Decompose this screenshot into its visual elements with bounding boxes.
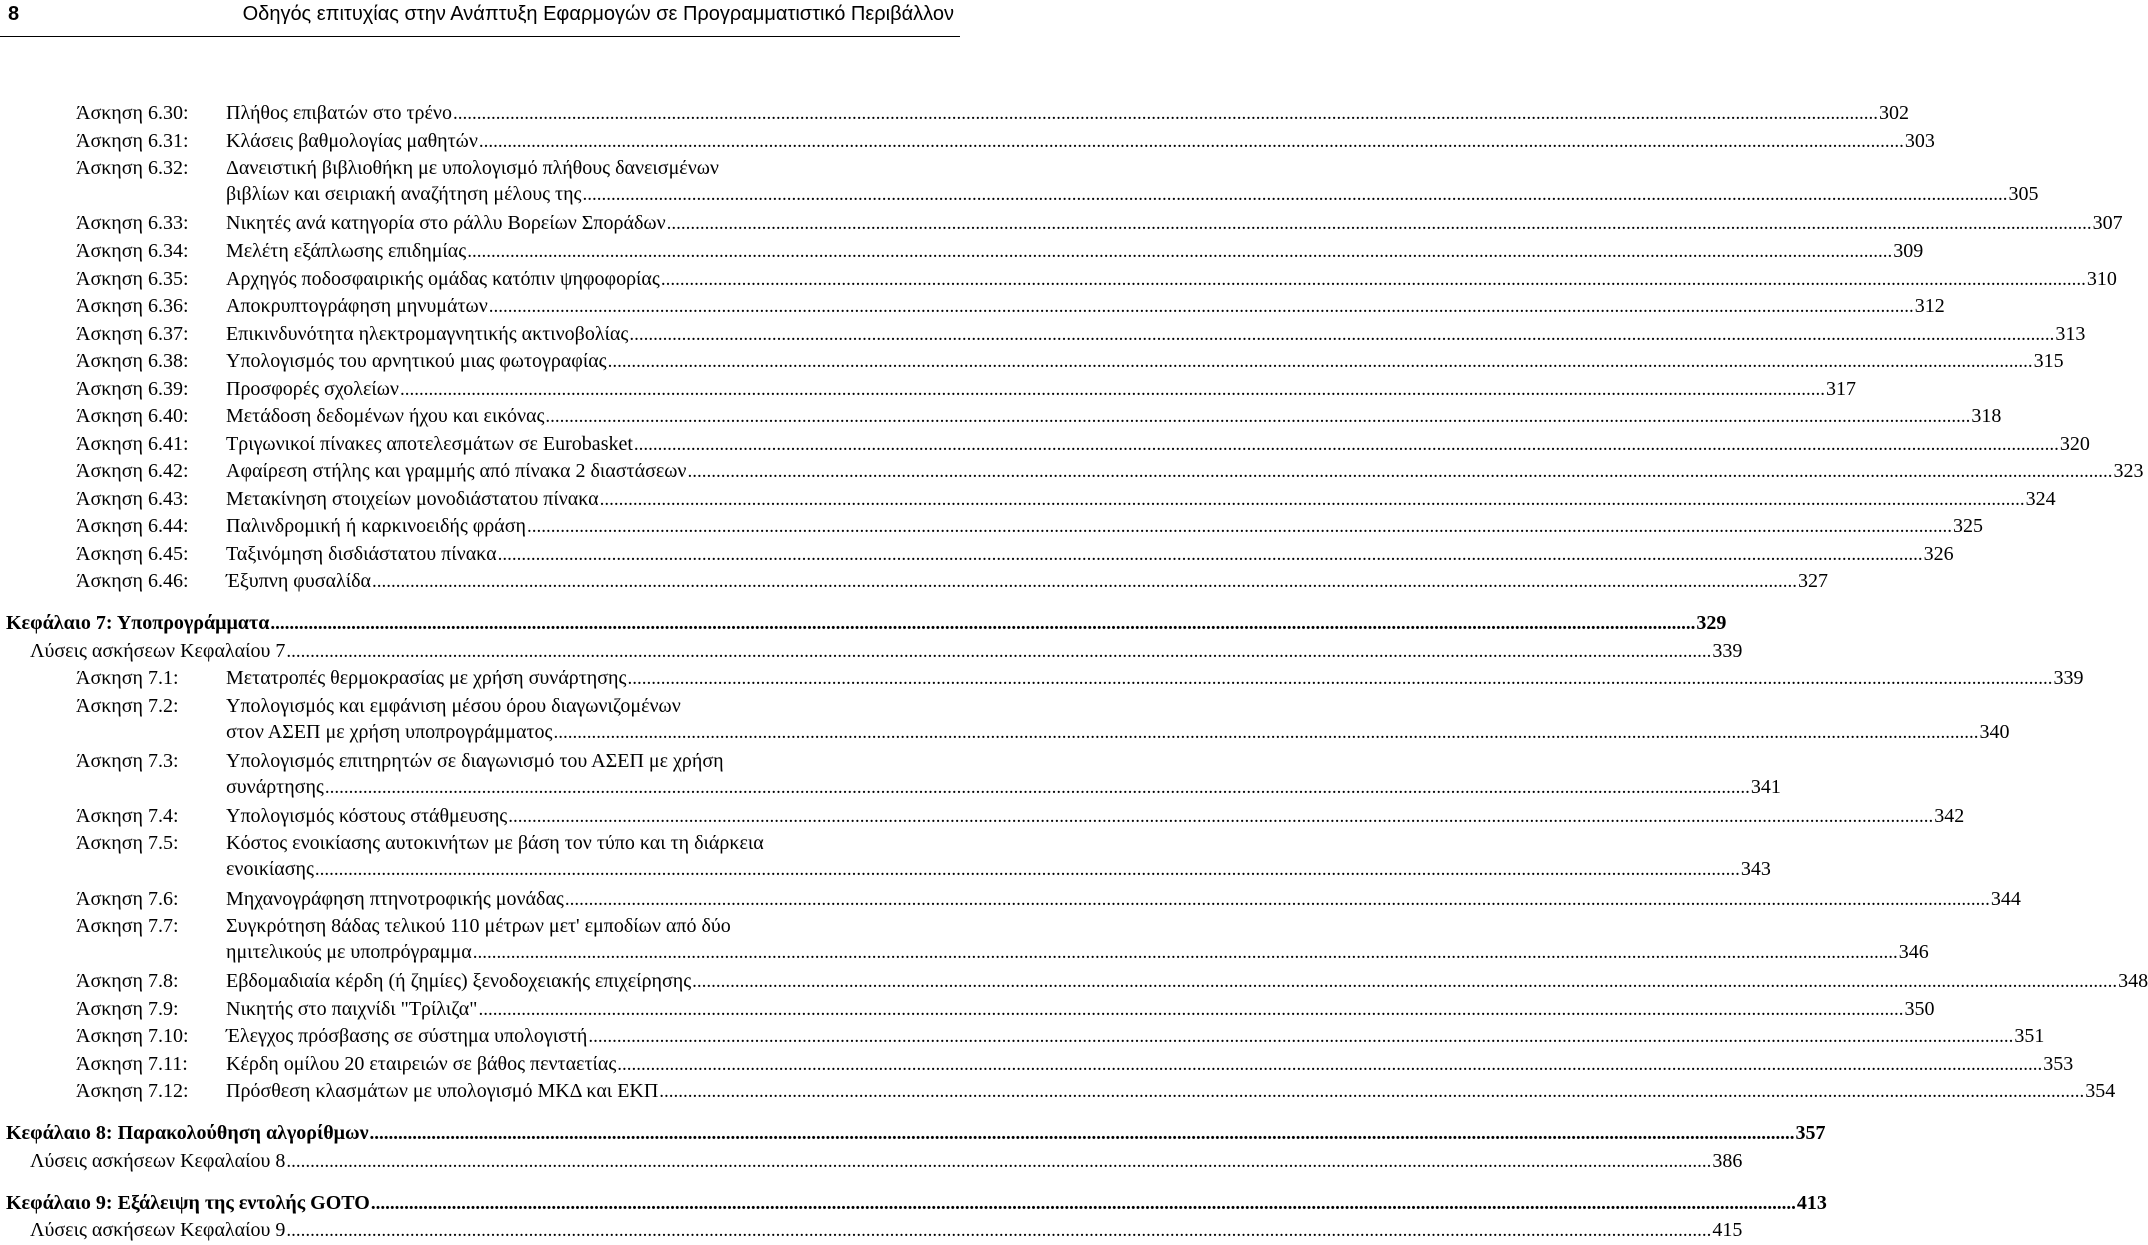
exercise-title-block — [226, 693, 2010, 745]
toc-line — [226, 1078, 2116, 1104]
toc-line — [226, 100, 1909, 126]
page-number-ref: 315 — [2033, 350, 2064, 372]
toc-exercise-entry — [0, 128, 1935, 154]
toc-exercise-entry — [0, 513, 1983, 539]
entry-title: Παλινδρομική ή καρκινοειδής φράση — [226, 515, 526, 537]
page-number-ref: 357 — [1795, 1122, 1826, 1144]
toc-line — [226, 830, 952, 856]
toc-line — [6, 1120, 1826, 1146]
toc-line — [6, 610, 1727, 636]
dot-leader: ............................................................................................................................................................................................................................................................................................................ — [629, 324, 2055, 345]
page-number-ref: 342 — [1934, 805, 1965, 827]
dot-leader: ............................................................................................................................................................................................................................................................................................................ — [687, 461, 2113, 482]
exercise-title-block — [226, 348, 2064, 374]
entry-title: Κόστος ενοικίασης αυτοκινήτων με βάση τον τύπο και τη διάρκεια — [226, 832, 764, 854]
entry-title: Έλεγχος πρόσβασης σε σύστημα υπολογιστή — [226, 1025, 588, 1047]
dot-leader: ............................................................................................................................................................................................................................................................................................................ — [497, 544, 1923, 565]
entry-title: Μετάδοση δεδομένων ήχου και εικόνας — [226, 405, 545, 427]
entry-title: Υπολογισμός και εμφάνιση μέσου όρου διαγωνιζομένων — [226, 695, 681, 717]
exercise-title-block — [226, 1023, 2045, 1049]
toc-exercise-entry — [0, 376, 1856, 402]
dot-leader: ............................................................................................................................................................................................................................................................................................................ — [588, 1026, 2014, 1047]
exercise-title-block — [226, 803, 1965, 829]
entry-title: Εβδομαδιαία κέρδη (ή ζημίες) ξενοδοχειακής επιχείρησης — [226, 970, 692, 992]
exercise-title-block — [226, 513, 1983, 539]
toc-exercise-entry — [0, 266, 2117, 292]
toc-line — [226, 996, 1935, 1022]
entry-title: Λύσεις ασκήσεων Κεφαλαίου 8 — [30, 1150, 286, 1172]
exercise-label: Άσκηση 6.34: — [76, 240, 189, 262]
toc-exercise-entry — [0, 431, 2090, 457]
entry-title: Υπολογισμός κόστους στάθμευσης — [226, 805, 508, 827]
page-number-ref: 303 — [1904, 130, 1935, 152]
toc-line — [226, 719, 2010, 745]
page-number-ref: 323 — [2113, 460, 2144, 482]
entry-title: Δανειστική βιβλιοθήκη με υπολογισμό πλήθους δανεισμένων — [226, 157, 719, 179]
toc-line — [226, 458, 2144, 484]
toc-line — [226, 1051, 2074, 1077]
toc-exercise-entry — [0, 830, 1771, 880]
exercise-title-block — [226, 665, 2084, 691]
page-number-ref: 320 — [2059, 433, 2090, 455]
exercise-label: Άσκηση 6.39: — [76, 378, 189, 400]
toc-exercise-entry — [0, 541, 1954, 567]
toc-line — [226, 665, 2084, 691]
toc-exercise-entry — [0, 458, 2144, 484]
toc-solutions-entry — [30, 1148, 1743, 1174]
exercise-label: Άσκηση 6.46: — [76, 570, 189, 592]
exercise-label: Άσκηση 7.3: — [76, 750, 179, 772]
toc-line — [226, 913, 952, 939]
toc-exercise-entry — [0, 996, 1935, 1022]
dot-leader: ............................................................................................................................................................................................................................................................................................................ — [324, 777, 1750, 798]
dot-leader: ............................................................................................................................................................................................................................................................................................................ — [617, 1054, 2043, 1075]
page-number-ref: 317 — [1825, 378, 1856, 400]
toc-line — [226, 1023, 2045, 1049]
exercise-label: Άσκηση 6.44: — [76, 515, 189, 537]
exercise-title-block — [226, 128, 1935, 154]
toc-solutions-entry — [30, 1217, 1743, 1243]
dot-leader: ............................................................................................................................................................................................................................................................................................................ — [582, 184, 2008, 205]
toc-exercise-entry — [0, 568, 1828, 594]
toc-exercise-entry — [0, 748, 1781, 798]
toc-line — [226, 266, 2117, 292]
exercise-label: Άσκηση 6.40: — [76, 405, 189, 427]
entry-title: βιβλίων και σειριακή αναζήτηση μέλους της — [226, 183, 582, 205]
entry-title: Πλήθος επιβατών στο τρένο — [226, 102, 452, 124]
exercise-label: Άσκηση 6.35: — [76, 268, 189, 290]
entry-title: ημιτελικούς με υποπρόγραμμα — [226, 941, 472, 963]
exercise-label: Άσκηση 7.10: — [76, 1025, 189, 1047]
toc-exercise-entry — [0, 293, 1945, 319]
page-number-ref: 324 — [2025, 488, 2056, 510]
toc-line — [226, 181, 2039, 207]
exercise-title-block — [226, 266, 2117, 292]
toc-chapter-entry — [6, 1120, 1826, 1146]
entry-title: Μετατροπές θερμοκρασίας με χρήση συνάρτησης — [226, 667, 627, 689]
running-title: Οδηγός επιτυχίας στην Ανάπτυξη Εφαρμογών σε Προγραμματιστικό Περιβάλλον — [242, 3, 954, 25]
dot-leader: ............................................................................................................................................................................................................................................................................................................ — [488, 296, 1914, 317]
dot-leader: ............................................................................................................................................................................................................................................................................................................ — [369, 1123, 1795, 1144]
dot-leader: ............................................................................................................................................................................................................................................................................................................ — [371, 571, 1797, 592]
exercise-label: Άσκηση 6.32: — [76, 157, 189, 179]
page-number-ref: 339 — [1712, 640, 1743, 662]
page-number-ref: 327 — [1797, 570, 1828, 592]
entry-title: Κεφάλαιο 9: Εξάλειψη της εντολής GOTO — [6, 1192, 370, 1214]
entry-title: Συγκρότηση 8άδας τελικού 110 μέτρων μετ' εμποδίων από δύο — [226, 915, 731, 937]
exercise-label: Άσκηση 6.36: — [76, 295, 189, 317]
toc-line — [226, 748, 952, 774]
dot-leader: ............................................................................................................................................................................................................................................................................................................ — [692, 971, 2118, 992]
page-header — [0, 0, 960, 37]
page-number-ref: 413 — [1796, 1192, 1827, 1214]
exercise-title-block — [226, 458, 2144, 484]
dot-leader: ............................................................................................................................................................................................................................................................................................................ — [478, 999, 1904, 1020]
exercise-label: Άσκηση 7.8: — [76, 970, 179, 992]
exercise-title-block — [226, 238, 1924, 264]
dot-leader: ............................................................................................................................................................................................................................................................................................................ — [627, 668, 2053, 689]
toc-exercise-entry — [0, 403, 2002, 429]
exercise-title-block — [226, 830, 1771, 882]
toc-line — [226, 210, 2123, 236]
exercise-title-block — [226, 541, 1954, 567]
exercise-label: Άσκηση 7.11: — [76, 1053, 188, 1075]
dot-leader: ............................................................................................................................................................................................................................................................................................................ — [286, 641, 1712, 662]
page-number-ref: 343 — [1740, 858, 1771, 880]
toc-line — [6, 1190, 1827, 1216]
toc-line — [226, 348, 2064, 374]
toc-line — [226, 693, 952, 719]
toc-line — [226, 541, 1954, 567]
toc-exercise-entry — [0, 803, 1965, 829]
entry-title: Τριγωνικοί πίνακες αποτελεσμάτων σε Eurobasket — [226, 433, 633, 455]
page-number-ref: 307 — [2092, 212, 2123, 234]
page-number-ref: 312 — [1914, 295, 1945, 317]
dot-leader: ............................................................................................................................................................................................................................................................................................................ — [660, 269, 2086, 290]
dot-leader: ............................................................................................................................................................................................................................................................................................................ — [314, 859, 1740, 880]
exercise-label: Άσκηση 6.45: — [76, 543, 189, 565]
exercise-label: Άσκηση 7.7: — [76, 915, 179, 937]
dot-leader: ............................................................................................................................................................................................................................................................................................................ — [666, 213, 2092, 234]
entry-title: Έξυπνη φυσαλίδα — [226, 570, 371, 592]
entry-title: Νικητές ανά κατηγορία στο ράλλυ Βορείων Σποράδων — [226, 212, 666, 234]
toc-line — [30, 638, 1743, 664]
toc-line — [30, 1148, 1743, 1174]
toc-exercise-entry — [0, 968, 2148, 994]
dot-leader: ............................................................................................................................................................................................................................................................................................................ — [599, 489, 2025, 510]
exercise-title-block — [226, 321, 2086, 347]
toc-chapter-entry — [6, 1190, 1827, 1216]
dot-leader: ............................................................................................................................................................................................................................................................................................................ — [286, 1151, 1712, 1172]
entry-title: Κλάσεις βαθμολογίας μαθητών — [226, 130, 478, 152]
dot-leader: ............................................................................................................................................................................................................................................................................................................ — [472, 942, 1898, 963]
exercise-title-block — [226, 996, 1935, 1022]
toc-line — [226, 803, 1965, 829]
toc-line — [30, 1217, 1743, 1243]
dot-leader: ............................................................................................................................................................................................................................................................................................................ — [527, 516, 1952, 537]
exercise-title-block — [226, 913, 1929, 965]
page-number-ref: 326 — [1923, 543, 1954, 565]
entry-title: Κέρδη ομίλου 20 εταιρειών σε βάθος πενταετίας — [226, 1053, 617, 1075]
exercise-label: Άσκηση 6.43: — [76, 488, 189, 510]
toc-line — [226, 403, 2002, 429]
dot-leader: ............................................................................................................................................................................................................................................................................................................ — [478, 131, 1904, 152]
toc-line — [226, 568, 1828, 594]
toc-line — [226, 155, 952, 181]
entry-title: ενοικίασης — [226, 858, 314, 880]
entry-title: Πρόσθεση κλασμάτων με υπολογισμό ΜΚΔ και ΕΚΠ — [226, 1080, 659, 1102]
page-number-ref: 344 — [1990, 888, 2021, 910]
exercise-title-block — [226, 1051, 2074, 1077]
exercise-title-block — [226, 486, 2056, 512]
toc-exercise-entry — [0, 913, 1929, 963]
toc-line — [226, 321, 2086, 347]
entry-title: Επικινδυνότητα ηλεκτρομαγνητικής ακτινοβολίας — [226, 323, 629, 345]
toc-line — [226, 886, 2021, 912]
page-number-ref: 386 — [1712, 1150, 1743, 1172]
exercise-title-block — [226, 100, 1909, 126]
dot-leader: ............................................................................................................................................................................................................................................................................................................ — [545, 406, 1971, 427]
exercise-title-block — [226, 293, 1945, 319]
exercise-label: Άσκηση 6.42: — [76, 460, 189, 482]
entry-title: Μετακίνηση στοιχείων μονοδιάστατου πίνακα — [226, 488, 599, 510]
toc-line — [226, 486, 2056, 512]
entry-title: Αρχηγός ποδοσφαιρικής ομάδας κατόπιν ψηφοφορίας — [226, 268, 660, 290]
exercise-label: Άσκηση 7.4: — [76, 805, 179, 827]
toc-exercise-entry — [0, 693, 2010, 743]
dot-leader: ............................................................................................................................................................................................................................................................................................................ — [270, 613, 1696, 634]
dot-leader: ............................................................................................................................................................................................................................................................................................................ — [370, 1193, 1796, 1214]
toc-line — [226, 968, 2148, 994]
entry-title: Αποκρυπτογράφηση μηνυμάτων — [226, 295, 488, 317]
exercise-title-block — [226, 886, 2021, 912]
dot-leader: ............................................................................................................................................................................................................................................................................................................ — [659, 1081, 2085, 1102]
entry-title: συνάρτησης — [226, 776, 324, 798]
entry-title: Κεφάλαιο 8: Παρακολούθηση αλγορίθμων — [6, 1122, 369, 1144]
exercise-label: Άσκηση 7.6: — [76, 888, 179, 910]
entry-title: Ταξινόμηση δισδιάστατου πίνακα — [226, 543, 497, 565]
toc-exercise-entry — [0, 665, 2084, 691]
page-number-ref: 351 — [2014, 1025, 2045, 1047]
toc-exercise-entry — [0, 155, 2039, 205]
toc-exercise-entry — [0, 210, 2123, 236]
exercise-label: Άσκηση 7.9: — [76, 998, 179, 1020]
entry-title: στον ΑΣΕΠ με χρήση υποπρογράμματος — [226, 721, 553, 743]
exercise-label: Άσκηση 7.2: — [76, 695, 179, 717]
exercise-title-block — [226, 210, 2123, 236]
exercise-label: Άσκηση 6.38: — [76, 350, 189, 372]
page-number-ref: 346 — [1898, 941, 1929, 963]
exercise-label: Άσκηση 7.1: — [76, 667, 179, 689]
entry-title: Προσφορές σχολείων — [226, 378, 399, 400]
page-number-ref: 305 — [2008, 183, 2039, 205]
toc-exercise-entry — [0, 1078, 2116, 1104]
page-number-ref: 310 — [2086, 268, 2117, 290]
toc-chapter-entry — [6, 610, 1727, 636]
toc-exercise-entry — [0, 348, 2064, 374]
exercise-title-block — [226, 155, 2039, 207]
exercise-label: Άσκηση 6.41: — [76, 433, 189, 455]
exercise-title-block — [226, 431, 2090, 457]
dot-leader: ............................................................................................................................................................................................................................................................................................................ — [633, 434, 2059, 455]
dot-leader: ............................................................................................................................................................................................................................................................................................................ — [286, 1220, 1712, 1241]
entry-title: Υπολογισμός επιτηρητών σε διαγωνισμό του ΑΣΕΠ με χρήση — [226, 750, 724, 772]
exercise-label: Άσκηση 6.30: — [76, 102, 189, 124]
exercise-title-block — [226, 568, 1828, 594]
exercise-label: Άσκηση 6.33: — [76, 212, 189, 234]
toc-line — [226, 238, 1924, 264]
dot-leader: ............................................................................................................................................................................................................................................................................................................ — [607, 351, 2033, 372]
exercise-title-block — [226, 968, 2148, 994]
entry-title: Αφαίρεση στήλης και γραμμής από πίνακα 2 διαστάσεων — [226, 460, 687, 482]
toc-exercise-entry — [0, 321, 2086, 347]
page-number-ref: 302 — [1878, 102, 1909, 124]
exercise-label: Άσκηση 7.5: — [76, 832, 179, 854]
toc-line — [226, 293, 1945, 319]
page-number-ref: 309 — [1893, 240, 1924, 262]
page-number-ref: 325 — [1953, 515, 1983, 537]
exercise-title-block — [226, 376, 1856, 402]
dot-leader: ............................................................................................................................................................................................................................................................................................................ — [553, 722, 1979, 743]
toc-line — [226, 376, 1856, 402]
toc-exercise-entry — [0, 1051, 2074, 1077]
entry-title: Κεφάλαιο 7: Υποπρογράμματα — [6, 612, 270, 634]
dot-leader: ............................................................................................................................................................................................................................................................................................................ — [564, 889, 1990, 910]
page-number-ref: 353 — [2043, 1053, 2074, 1075]
toc-line — [226, 939, 1929, 965]
toc-line — [226, 513, 1983, 539]
page-number-ref: 415 — [1712, 1219, 1743, 1241]
entry-title: Μηχανογράφηση πτηνοτροφικής μονάδας — [226, 888, 564, 910]
toc-line — [226, 431, 2090, 457]
dot-leader: ............................................................................................................................................................................................................................................................................................................ — [399, 379, 1825, 400]
exercise-label: Άσκηση 6.37: — [76, 323, 189, 345]
page-number-ref: 348 — [2118, 970, 2148, 992]
exercise-title-block — [226, 403, 2002, 429]
toc-line — [226, 856, 1771, 882]
entry-title: Λύσεις ασκήσεων Κεφαλαίου 7 — [30, 640, 286, 662]
page-number-ref: 340 — [1979, 721, 2010, 743]
exercise-label: Άσκηση 6.31: — [76, 130, 189, 152]
dot-leader: ............................................................................................................................................................................................................................................................................................................ — [508, 806, 1934, 827]
page-number-ref: 318 — [1971, 405, 2002, 427]
exercise-title-block — [226, 1078, 2116, 1104]
entry-title: Υπολογισμός του αρνητικού μιας φωτογραφίας — [226, 350, 607, 372]
dot-leader: ............................................................................................................................................................................................................................................................................................................ — [467, 241, 1893, 262]
page-number-ref: 313 — [2055, 323, 2086, 345]
entry-title: Λύσεις ασκήσεων Κεφαλαίου 9 — [30, 1219, 286, 1241]
exercise-label: Άσκηση 7.12: — [76, 1080, 189, 1102]
page-number-ref: 329 — [1696, 612, 1727, 634]
toc-exercise-entry — [0, 886, 2021, 912]
toc-exercise-entry — [0, 1023, 2045, 1049]
toc-exercise-entry — [0, 486, 2056, 512]
toc-solutions-entry — [30, 638, 1743, 664]
page-number-ref: 350 — [1904, 998, 1935, 1020]
page-number-ref: 354 — [2085, 1080, 2116, 1102]
page-number-ref: 339 — [2053, 667, 2084, 689]
exercise-title-block — [226, 748, 1781, 800]
page-number: 8 — [8, 3, 20, 25]
entry-title: Νικητής στο παιχνίδι "Τρίλιζα" — [226, 998, 478, 1020]
toc-exercise-entry — [0, 238, 1924, 264]
page-number-ref: 341 — [1750, 776, 1781, 798]
toc-line — [226, 774, 1781, 800]
entry-title: Μελέτη εξάπλωσης επιδημίας — [226, 240, 467, 262]
toc-line — [226, 128, 1935, 154]
dot-leader: ............................................................................................................................................................................................................................................................................................................ — [452, 103, 1878, 124]
toc-exercise-entry — [0, 100, 1909, 126]
